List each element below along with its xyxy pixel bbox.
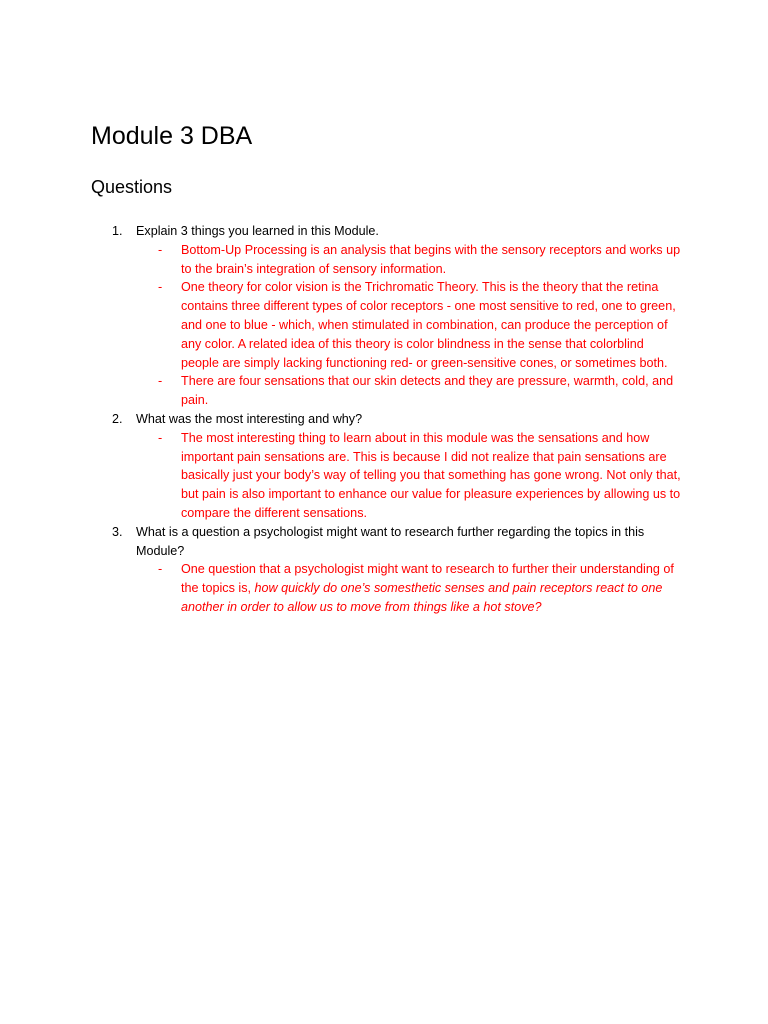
answer-item bbox=[136, 372, 681, 410]
question-number: 2. bbox=[112, 411, 123, 426]
answer-text: One theory for color vision is the Trichromatic Theory. This is the theory that the retina contains three different types of color receptors - one most sensitive to red, one to green, and one to blue - which, when stimulated in combination, can produce the perception of any color. A related idea of this theory is color blindness in the sense that colorblind people are simply lacking functioning red- or green-sensitive cones, or sometimes both. bbox=[181, 280, 676, 370]
answer-bullet: - bbox=[158, 430, 163, 445]
answer-bullet: - bbox=[158, 562, 163, 577]
answer-list bbox=[136, 241, 681, 410]
answer-list bbox=[136, 560, 681, 616]
answer-text: There are four sensations that our skin detects and they are pressure, warmth, cold, and pain. bbox=[181, 374, 674, 408]
question-text: What is a question a psychologist might want to research further regarding the topics in this Module? bbox=[136, 524, 645, 558]
question-number: 1. bbox=[112, 224, 123, 238]
questions-list bbox=[112, 222, 681, 617]
answer-bullet: - bbox=[158, 280, 163, 295]
answer-text: The most interesting thing to learn about in this module was the sensations and how important pain sensations are. This is because I did not realize that pain sensations are basically just your body’s way of telling you that something has gone wrong. Not only that, but pain is also important to enhance our value for pleasure experiences by allowing us to compare the different sensations. bbox=[181, 430, 681, 520]
answer-item bbox=[136, 241, 681, 279]
answer-italic-text: how quickly do one’s somesthetic senses and pain receptors react to one another in order to allow us to move from things like a hot stove? bbox=[181, 581, 663, 614]
question-text: What was the most interesting and why? bbox=[136, 411, 363, 426]
question-item bbox=[112, 523, 681, 617]
question-item bbox=[112, 410, 681, 523]
answer-text: Bottom-Up Processing is an analysis that begins with the sensory receptors and works up to the brain’s integration of sensory information. bbox=[181, 242, 681, 276]
answer-item bbox=[136, 560, 681, 616]
document-title: Module 3 DBA bbox=[91, 122, 253, 150]
answer-bullet: - bbox=[158, 374, 163, 389]
question-number: 3. bbox=[112, 524, 123, 539]
answer-item bbox=[136, 278, 681, 372]
question-item bbox=[112, 222, 681, 410]
answer-text: One question that a psychologist might want to research to further their understanding of the topics is, bbox=[181, 562, 674, 596]
answer-item bbox=[136, 429, 681, 523]
question-text: Explain 3 things you learned in this Module. bbox=[136, 224, 379, 238]
answer-list bbox=[136, 429, 681, 523]
section-heading: Questions bbox=[91, 177, 173, 197]
answer-bullet: - bbox=[158, 242, 163, 257]
